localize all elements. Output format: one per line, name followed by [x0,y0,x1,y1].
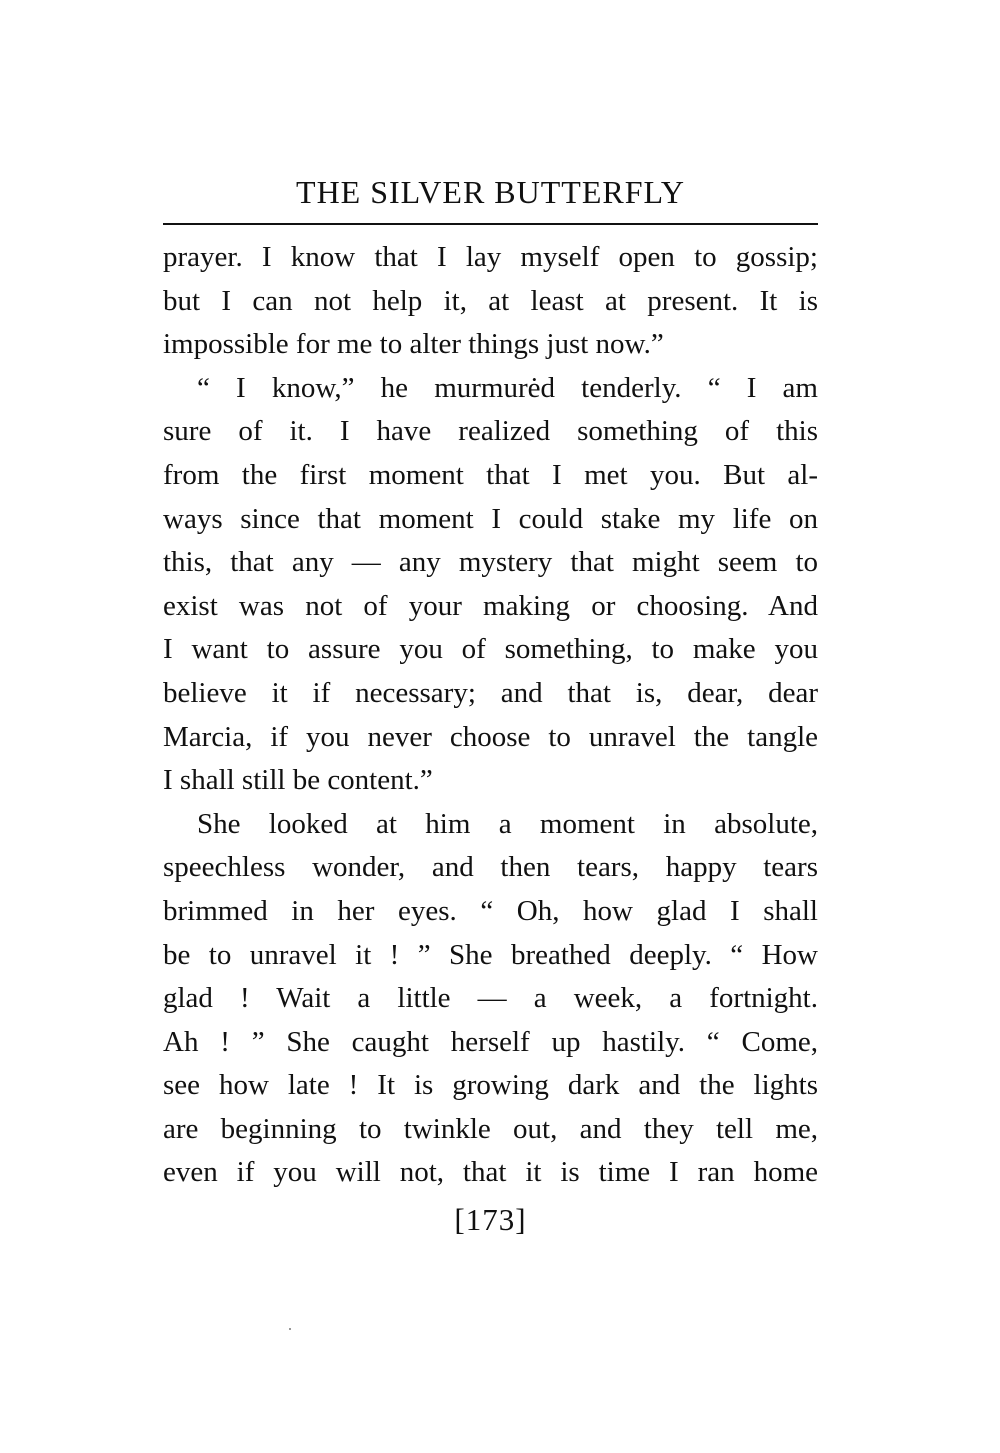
text-line: exist was not of your making or choosing. And [163,589,818,622]
text-line: even if you will not, that it is time I ran home [163,1156,818,1189]
text-line: ways since that moment I could stake my life on [163,502,818,535]
text-line: “ I know,” he murmurėd tenderly. “ I am [197,371,818,404]
paper-speck [289,1328,291,1330]
text-line: this, that any — any mystery that might seem to [163,546,818,579]
text-line: see how late ! It is growing dark and the lights [163,1069,818,1102]
running-head: THE SILVER BUTTERFLY [296,174,685,210]
text-line: brimmed in her eyes. “ Oh, how glad I shall [163,894,818,927]
page-number: [173] [454,1202,527,1237]
text-line: prayer. I know that I lay myself open to gossip; [163,241,818,273]
text-line: be to unravel it ! ” She breathed deeply. “ How [163,938,818,971]
text-line: sure of it. I have realized something of this [163,415,818,448]
text-line: Marcia, if you never choose to unravel the tangle [163,720,818,753]
text-line: She looked at him a moment in absolute, [197,807,818,840]
header-rule [163,223,818,225]
text-line: are beginning to twinkle out, and they tell me, [163,1112,818,1145]
text-line: glad ! Wait a little — a week, a fortnight. [163,982,818,1015]
text-line: impossible for me to alter things just now.” [163,328,664,361]
text-line: but I can not help it, at least at present. It is [163,284,818,317]
text-line: speechless wonder, and then tears, happy tears [163,851,818,884]
text-line: I want to assure you of something, to make you [163,633,818,666]
text-line: from the first moment that I met you. But al- [163,458,818,491]
text-line: I shall still be content.” [163,764,433,797]
text-line: believe it if necessary; and that is, dear, dear [163,676,818,709]
text-line: Ah ! ” She caught herself up hastily. “ Come, [163,1025,818,1058]
body-text [163,236,818,1195]
